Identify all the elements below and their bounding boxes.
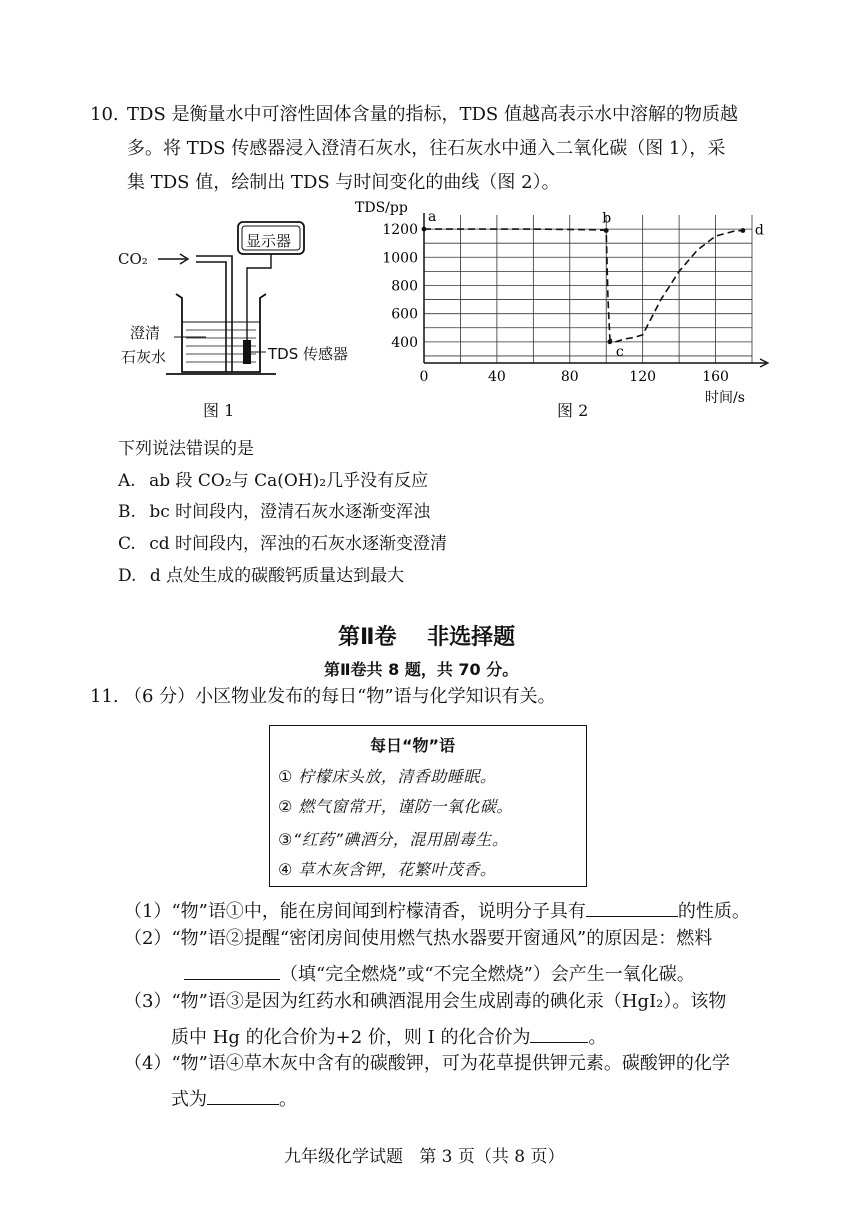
point-b-label: b xyxy=(602,210,612,227)
page-footer: 九年级化学试题 第 3 页（共 8 页） xyxy=(284,1147,565,1167)
y-tick-label: 1200 xyxy=(382,222,418,239)
point-d-label: d xyxy=(754,222,764,239)
sub2-text: （填“完全燃烧”或“不完全燃烧”）会产生一氧化碳。 xyxy=(280,964,695,985)
section-subtitle: 第Ⅱ卷共 8 题，共 70 分。 xyxy=(324,660,519,679)
x-tick-label: 40 xyxy=(487,369,506,385)
section-title: 第Ⅱ卷 非选择题 xyxy=(338,625,516,650)
box-line-3: ③“红药”碘酒分，混用剧毒生。 xyxy=(278,830,509,849)
x-tick-label: 80 xyxy=(560,369,579,385)
chart-grid xyxy=(424,215,752,363)
box-line-1: ① 柠檬床头放，清香助睡眠。 xyxy=(278,767,497,786)
point-d-marker xyxy=(740,228,745,233)
q11-number: 11. xyxy=(90,686,119,707)
option-letter: D. xyxy=(118,566,137,586)
sub1-text: （1）“物”语①中，能在房间闻到柠檬清香，说明分子具有 xyxy=(124,901,586,922)
sub1-text-end: 的性质。 xyxy=(677,901,750,922)
x-tick-label: 120 xyxy=(629,369,657,385)
y-tick-label: 800 xyxy=(391,278,418,295)
q10-stem-line-3: 集 TDS 值，绘制出 TDS 与时间变化的曲线（图 2）。 xyxy=(127,172,560,193)
q11-sub4-line-1: （4）“物”语④草木灰中含有的碳酸钾，可为花草提供钾元素。碳酸钾的化学 xyxy=(124,1053,730,1074)
box-line-4: ④ 草木灰含钾，花繁叶茂香。 xyxy=(278,860,497,879)
beaker xyxy=(176,294,266,372)
chart-point-labels xyxy=(422,209,764,360)
limewater-label-2: 石灰水 xyxy=(121,348,167,366)
sub4-text: 式为 xyxy=(171,1089,207,1110)
option-c[interactable] xyxy=(118,529,447,554)
display-label: 显示器 xyxy=(246,232,292,250)
point-c-marker xyxy=(607,339,612,344)
q11-sub3-line-2 xyxy=(171,1024,606,1047)
q10-question: 下列说法错误的是 xyxy=(118,439,254,459)
option-text: bc 时间段内，澄清石灰水逐渐变浑浊 xyxy=(149,502,431,522)
q11-sub3-line-1: （3）“物”语③是因为红药水和碘酒混用会生成剧毒的碘化汞（HgI₂）。该物 xyxy=(124,991,727,1012)
answer-blank-2[interactable] xyxy=(184,961,280,980)
option-letter: A. xyxy=(118,471,136,491)
point-a-label: a xyxy=(428,209,437,226)
tds-sensor-label: TDS 传感器 xyxy=(268,345,349,363)
co2-tube-inner xyxy=(196,262,226,372)
option-text: ab 段 CO₂与 Ca(OH)₂几乎没有反应 xyxy=(149,471,429,491)
chart-ticks xyxy=(382,222,729,385)
q11-sub2-line-1: （2）“物”语②提醒“密闭房间使用燃气热水器要开窗通风”的原因是：燃料 xyxy=(124,928,713,949)
sub4-text-end: 。 xyxy=(279,1089,297,1110)
option-d[interactable] xyxy=(118,561,404,586)
limewater-label-1: 澄清 xyxy=(130,324,161,342)
q11-sub1 xyxy=(124,898,750,921)
q11-sub4-line-2 xyxy=(171,1086,297,1109)
point-b-marker xyxy=(604,228,609,233)
fig2-caption: 图 2 xyxy=(557,401,589,420)
q11-sub2-line-2 xyxy=(184,961,695,984)
point-a-marker xyxy=(422,227,427,232)
option-text: cd 时间段内，浑浊的石灰水逐渐变澄清 xyxy=(149,534,448,554)
answer-blank-3[interactable] xyxy=(530,1024,588,1043)
q10-stem-line-2: 多。将 TDS 传感器浸入澄清石灰水，往石灰水中通入二氧化碳（图 1），采 xyxy=(127,138,726,159)
y-tick-label: 400 xyxy=(391,334,418,351)
box-line-2: ② 燃气窗常开，谨防一氧化碳。 xyxy=(278,797,513,816)
answer-blank-1[interactable] xyxy=(586,898,678,917)
sub3-text-end: 。 xyxy=(588,1027,607,1048)
x-tick-label: 0 xyxy=(419,369,429,385)
tds-chart xyxy=(350,193,790,415)
daily-saying-box xyxy=(269,725,587,887)
q10-number: 10. xyxy=(90,104,119,125)
option-a[interactable] xyxy=(118,466,428,491)
tds-sensor-probe xyxy=(243,340,251,364)
box-title: 每日“物”语 xyxy=(370,736,456,755)
option-letter: B. xyxy=(118,502,136,522)
option-text: d 点处生成的碳酸钙质量达到最大 xyxy=(149,566,405,586)
y-tick-label: 600 xyxy=(391,306,418,323)
q10-stem-line-1: TDS 是衡量水中可溶性固体含量的指标，TDS 值越高表示水中溶解的物质越 xyxy=(127,104,738,125)
y-tick-label: 1000 xyxy=(382,250,418,267)
fig1-caption: 图 1 xyxy=(203,401,235,420)
x-tick-label: 160 xyxy=(702,369,729,385)
q11-stem: （6 分）小区物业发布的每日“物”语与化学知识有关。 xyxy=(124,686,556,707)
option-letter: C. xyxy=(118,534,136,554)
point-c-label: c xyxy=(615,343,624,360)
co2-label: CO₂ xyxy=(118,250,148,268)
sub3-text: 质中 Hg 的化合价为+2 价，则 I 的化合价为 xyxy=(171,1027,531,1048)
chart-ylabel: TDS/pp xyxy=(355,200,408,216)
chart-xlabel: 时间/s xyxy=(705,390,745,406)
chart-axes xyxy=(424,210,768,367)
answer-blank-4[interactable] xyxy=(207,1086,279,1105)
option-b[interactable] xyxy=(118,497,430,522)
